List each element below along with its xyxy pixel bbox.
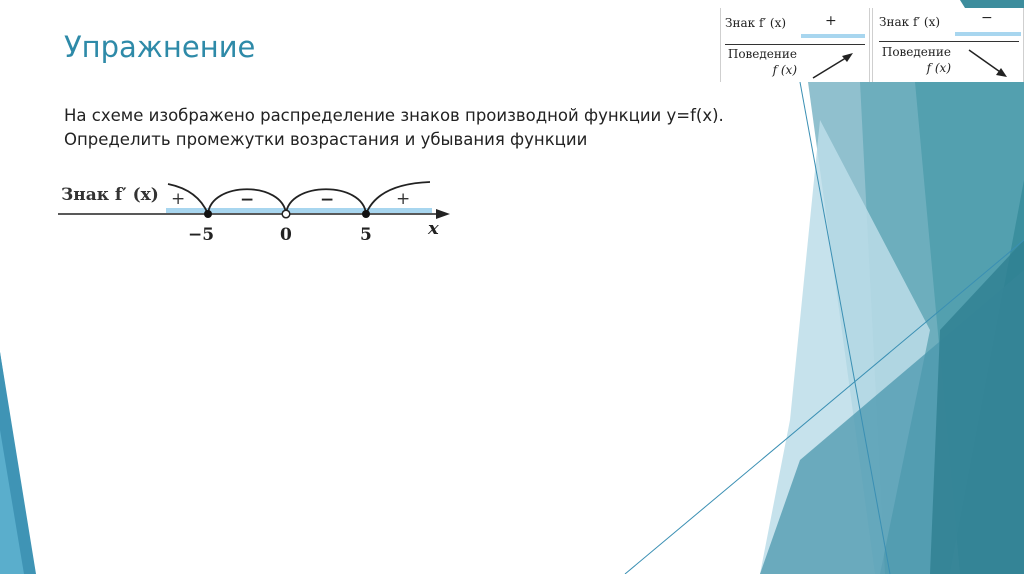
legend-increasing [720,8,870,82]
slide-body-text [64,104,784,152]
sign-interval-1: + [171,189,186,209]
slide-title: Упражнение [64,30,256,64]
legend-decreasing [872,8,1024,82]
legend-sign-label: Знак f′ (x) [879,15,941,29]
legend-highlight-band [801,34,865,38]
sign-interval-2: − [240,190,255,210]
derivative-sign-chart [58,176,458,248]
tick-label-minus-5: −5 [188,225,215,245]
legend-sign-value: − [981,10,993,26]
arrow-down-right-icon [965,44,1015,84]
legend-divider [725,44,865,45]
sign-interval-4: + [396,189,411,209]
legend-sign-label: Знак f′ (x) [725,16,787,30]
sign-interval-3: − [320,190,335,210]
tick-label-zero: 0 [280,225,292,245]
task-text-line-2: Определить промежутки возрастания и убывания функции [64,130,588,149]
legend-highlight-band [955,32,1021,36]
arrow-up-right-icon [809,48,859,82]
point-zero [282,210,290,218]
legend-behavior-label: Поведение f (x) [881,45,951,75]
legend-behavior-label: Поведение f (x) [727,47,797,77]
point-5 [362,210,370,218]
tick-label-5: 5 [360,225,372,245]
point-minus-5 [204,210,212,218]
legend-sign-value: + [825,13,837,29]
legend-divider [879,41,1019,42]
sign-chart-label: Знак f′ (x) [61,185,159,205]
axis-label-x: x [428,218,439,239]
task-text-line-1: На схеме изображено распределение знаков производной функции y=f(x). [64,106,724,125]
